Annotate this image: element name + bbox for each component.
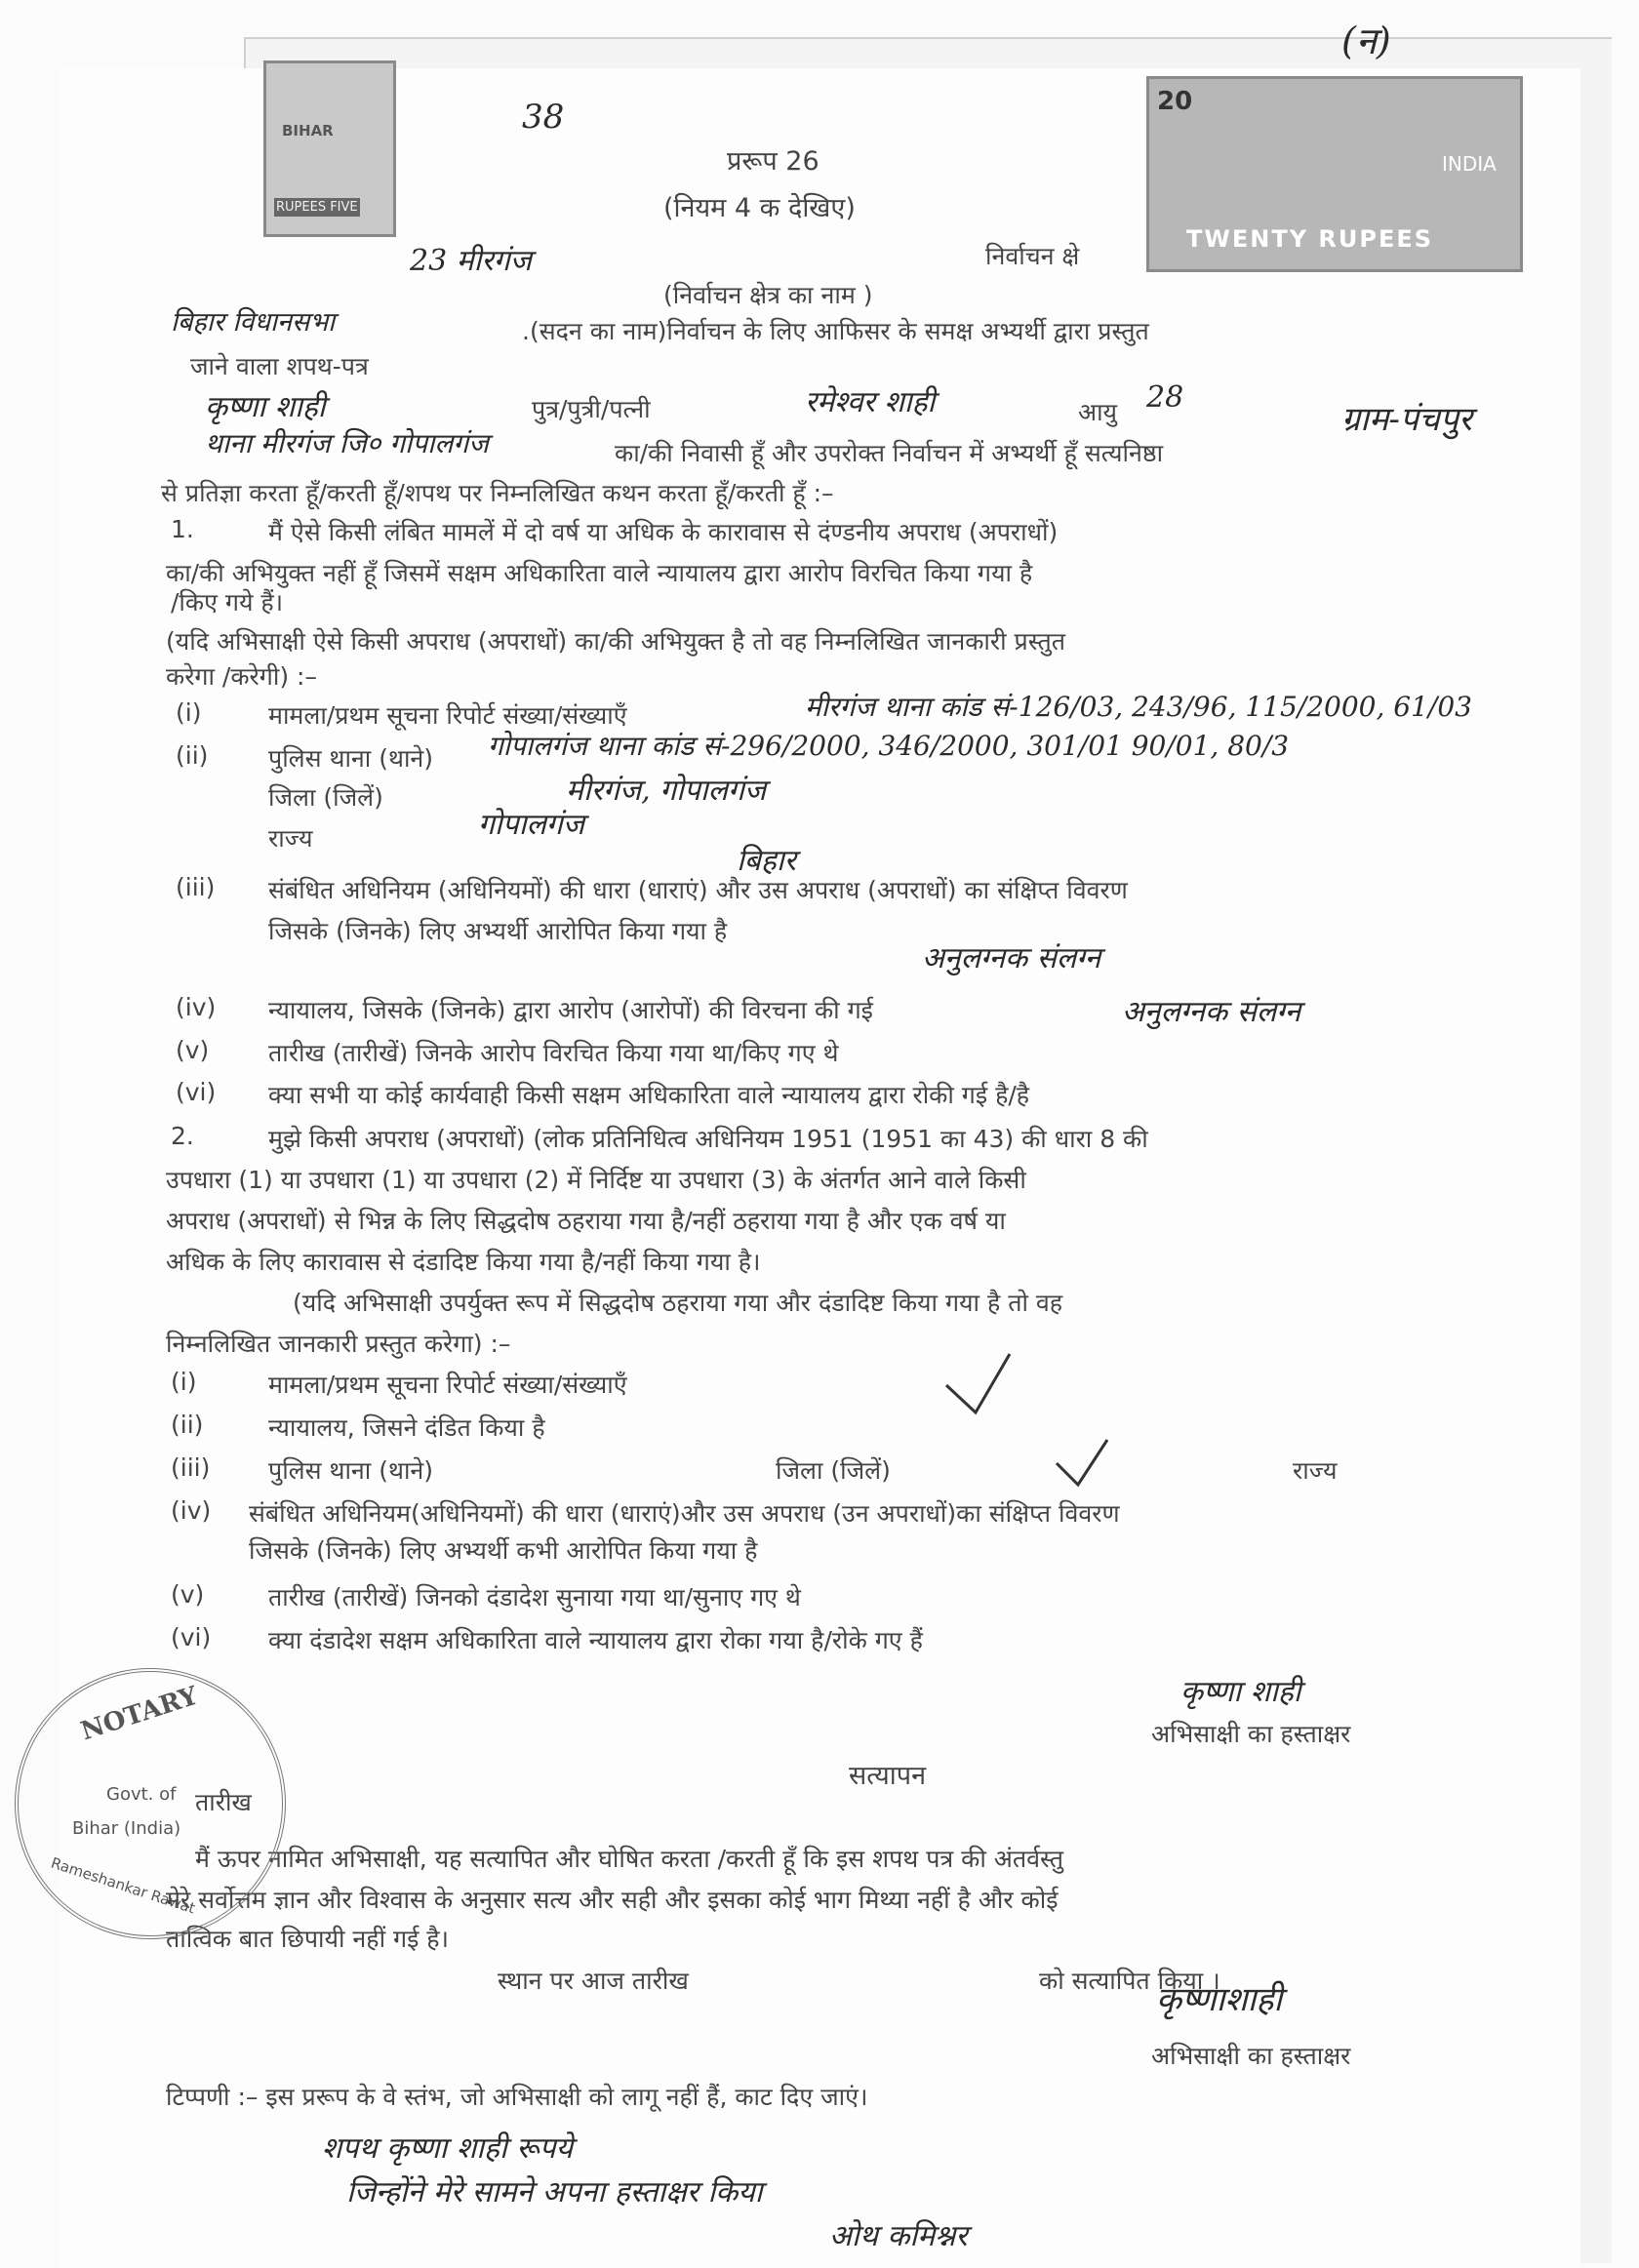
deponent-signature-2: कृष्णाशाही <box>1156 1980 1283 2019</box>
revenue-stamp-right <box>1146 76 1523 272</box>
para2-line1: मुझे किसी अपराध (अपराधों) (लोक प्रतिनिधित्व अधिनियम 1951 (1951 का 43) की धारा 8 की <box>268 1125 1148 1153</box>
deponent-signature: कृष्णा शाही <box>1180 1675 1301 1709</box>
s1-v-label: तारीख (तारीखें) जिनके आरोप विरचित किया गया था/किए गए थे <box>268 1039 839 1067</box>
notary-seal-bihar: Bihar (India) <box>72 1818 181 1839</box>
form-rule: (नियम 4 क देखिए) <box>663 193 856 223</box>
para1-line3: /किए गये हैं। <box>171 588 284 617</box>
s1-state-label: राज्य <box>268 824 313 853</box>
cond1-line1: (यदि अभिसाक्षी ऐसे किसी अपराध (अपराधों) का/की अभियुक्त है तो वह निम्नलिखित जानकारी प्रस्तुत <box>166 627 1065 656</box>
state-handwritten: बिहार <box>737 844 796 878</box>
s2-iv-line2: जिसके (जिनके) लिए अभ्यर्थी कभी आरोपित किया गया है <box>249 1536 758 1565</box>
annexure-1: अनुलग्नक संलग्न <box>922 941 1101 975</box>
strike-mark-1 <box>937 1346 1024 1424</box>
verification-line1: मैं ऊपर नामित अभिसाक्षी, यह सत्यापित और घोषित करता /करती हूँ कि इस शपथ पत्र की अंतर्वस्तु <box>195 1845 1064 1873</box>
oath-commissioner-note-3: ओथ कमिश्नर <box>829 2219 968 2253</box>
annexure-2: अनुलग्नक संलग्न <box>1122 995 1301 1029</box>
cond2-line1: (यदि अभिसाक्षी उपर्युक्त रूप में सिद्धदोष ठहराया गया और दंडादिष्ट किया गया है तो वह <box>293 1289 1063 1317</box>
serial-number: 38 <box>522 98 565 137</box>
verification-line3: तात्विक बात छिपायी नहीं गई है। <box>166 1925 450 1953</box>
s1-iii-line1: संबंधित अधिनियम (अधिनियमों) की धारा (धाराएं) और उस अपराध (अपराधों) का संक्षिप्त विवरण <box>268 876 1128 904</box>
s1-iv-num: (iv) <box>176 993 217 1021</box>
age-label: आयु <box>1078 398 1118 426</box>
house-text: .(सदन का नाम)निर्वाचन के लिए आफिसर के समक्ष अभ्यर्थी द्वारा प्रस्तुत <box>522 317 1149 345</box>
notary-seal-govt: Govt. of <box>106 1784 177 1805</box>
para1-line1: मैं ऐसे किसी लंबित मामलें में दो वर्ष या अधिक के कारावास से दंण्डनीय अपराध (अपराधों) <box>268 518 1059 546</box>
stamp-right-india: INDIA <box>1442 152 1497 176</box>
cond1-line2: करेगा /करेगी) :– <box>166 662 317 691</box>
s2-iv-line1: संबंधित अधिनियम(अधिनियमों) की धारा (धाराएं)और उस अपराध (उन अपराधों)का संक्षिप्त विवरण <box>249 1499 1120 1528</box>
para2-line3: अपराध (अपराधों) से भिन्न के लिए सिद्धदोष ठहराया गया है/नहीं ठहराया गया है और एक वर्ष या <box>166 1207 1006 1235</box>
s1-iii-line2: जिसके (जिनके) लिए अभ्यर्थी आरोपित किया गया है <box>268 917 728 945</box>
cond2-line2: निम्नलिखित जानकारी प्रस्तुत करेगा) :– <box>166 1330 511 1358</box>
s2-iii-state: राज्य <box>1293 1456 1338 1485</box>
s2-vi-num: (vi) <box>171 1623 212 1651</box>
revenue-stamp-left <box>263 60 396 237</box>
s2-iv-num: (iv) <box>171 1496 212 1525</box>
s2-ii-num: (ii) <box>171 1411 204 1439</box>
house-name: बिहार विधानसभा <box>171 307 336 338</box>
village-name: ग्राम-पंचपुर <box>1341 400 1472 439</box>
s2-vi-label: क्या दंडादेश सक्षम अधिकारिता वाले न्यायालय द्वारा रोका गया है/रोके गए हैं <box>268 1626 923 1654</box>
constituency-name: 23 मीरगंज <box>410 244 532 278</box>
case-numbers-2: गोपालगंज थाना कांड सं-296/2000, 346/2000, 301/01 90/01, 80/3 <box>488 730 1290 762</box>
s1-v-num: (v) <box>176 1036 210 1064</box>
signature-label-2: अभिसाक्षी का हस्ताक्षर <box>1151 2042 1351 2070</box>
s1-ii-label: पुलिस थाना (थाने) <box>268 744 434 773</box>
stamp-left-value: RUPEES FIVE <box>276 200 358 215</box>
district2-handwritten: गोपालगंज <box>478 808 584 842</box>
para1-line2: का/की अभियुक्त नहीं हूँ जिसमें सक्षम अधिकारिता वाले न्यायालय द्वारा आरोप विरचित किया गया है <box>166 559 1033 587</box>
s2-v-label: तारीख (तारीखें) जिनको दंडादेश सुनाया गया था/सुनाए गए थे <box>268 1583 801 1611</box>
resident-text: का/की निवासी हूँ और उपरोक्त निर्वाचन में अभ्यर्थी हूँ सत्यनिष्ठा <box>615 439 1164 467</box>
s2-ii-label: न्यायालय, जिसने दंडित किया है <box>268 1413 545 1442</box>
oath-commissioner-note-1: शपथ कृष्णा शाही रूपये <box>322 2131 573 2166</box>
para2-line2: उपधारा (1) या उपधारा (1) या उपधारा (2) में निर्दिष्ट या उपधारा (3) के अंतर्गत आने वाले किसी <box>166 1166 1026 1194</box>
s2-iii-label: पुलिस थाना (थाने) <box>268 1456 434 1485</box>
oath-commissioner-note-2: जिन्होंने मेरे सामने अपना हस्ताक्षर किया <box>346 2175 763 2209</box>
para2-number: 2. <box>171 1122 194 1150</box>
s1-iii-num: (iii) <box>176 873 216 901</box>
s1-i-num: (i) <box>176 698 202 727</box>
form-title: प्ररूप 26 <box>727 146 820 177</box>
oath-text: से प्रतिज्ञा करता हूँ/करती हूँ/शपथ पर निम्नलिखित कथन करता हूँ/करती हूँ :– <box>161 479 834 507</box>
s1-vi-label: क्या सभी या कोई कार्यवाही किसी सक्षम अधिकारिता वाले न्यायालय द्वारा रोकी गई है/है <box>268 1081 1030 1109</box>
notary-seal <box>15 1668 286 1939</box>
verification-title: सत्यापन <box>849 1761 927 1791</box>
s1-district-label: जिला (जिलें) <box>268 783 383 812</box>
s2-iii-num: (iii) <box>171 1453 211 1482</box>
note-text: टिप्पणी :– इस प्ररूप के वे स्तंभ, जो अभिसाक्षी को लागू नहीं हैं, काट दिए जाएं। <box>166 2083 868 2111</box>
stamp-left-state: BIHAR <box>282 122 334 139</box>
district-handwritten: मीरगंज, गोपालगंज <box>566 774 767 808</box>
stamp-right-value: TWENTY RUPEES <box>1186 225 1434 253</box>
s2-iii-district: जिला (जिलें) <box>776 1456 891 1485</box>
case-numbers-1: मीरगंज थाना कांड सं-126/03, 243/96, 115/2000, 61/03 <box>805 691 1472 723</box>
constituency-caption: (निर्वाचन क्षेत्र का नाम ) <box>663 281 873 309</box>
thana-name: थाना मीरगंज जि० गोपालगंज <box>205 427 489 459</box>
s1-iv-label: न्यायालय, जिसके (जिनके) द्वारा आरोप (आरोपों) की विरचना की गई <box>268 996 873 1024</box>
para1-number: 1. <box>171 515 194 543</box>
verification-place: स्थान पर आज तारीख <box>498 1967 689 1995</box>
signature-label: अभिसाक्षी का हस्ताक्षर <box>1151 1720 1351 1748</box>
stamp-right-num: 20 <box>1157 87 1193 116</box>
s1-ii-num: (ii) <box>176 741 209 770</box>
para2-line4: अधिक के लिए कारावास से दंडादिष्ट किया गया है/नहीं किया गया है। <box>166 1248 761 1276</box>
tarikh-label: तारीख <box>195 1788 252 1816</box>
s2-i-label: मामला/प्रथम सूचना रिपोर्ट संख्या/संख्याएँ <box>268 1371 627 1399</box>
corner-mark: (न) <box>1341 20 1391 62</box>
verification-verified: को सत्यापित किया । <box>1039 1967 1220 1995</box>
putra-text: पुत्र/पुत्री/पत्नी <box>532 395 651 423</box>
s1-i-label: मामला/प्रथम सूचना रिपोर्ट संख्या/संख्याएँ <box>268 701 627 730</box>
strike-mark-2 <box>1049 1434 1117 1492</box>
notary-seal-name: Rameshankar Rawat <box>48 1853 198 1918</box>
notary-seal-text: NOTARY <box>77 1681 202 1747</box>
age-value: 28 <box>1146 380 1184 415</box>
house-line2: जाने वाला शपथ-पत्र <box>190 352 369 380</box>
s2-i-num: (i) <box>171 1368 197 1396</box>
father-name: रमेश्वर शाही <box>805 385 936 419</box>
constituency-label: निर्वाचन क्षे <box>985 242 1080 270</box>
deponent-name: कृष्णा शाही <box>205 390 326 424</box>
verification-line2: मेरे सर्वोत्तम ज्ञान और विश्वास के अनुसार सत्य और सही और इसका कोई भाग मिथ्या नहीं है और कोई <box>166 1886 1059 1914</box>
s2-v-num: (v) <box>171 1580 205 1609</box>
s1-vi-num: (vi) <box>176 1078 217 1106</box>
